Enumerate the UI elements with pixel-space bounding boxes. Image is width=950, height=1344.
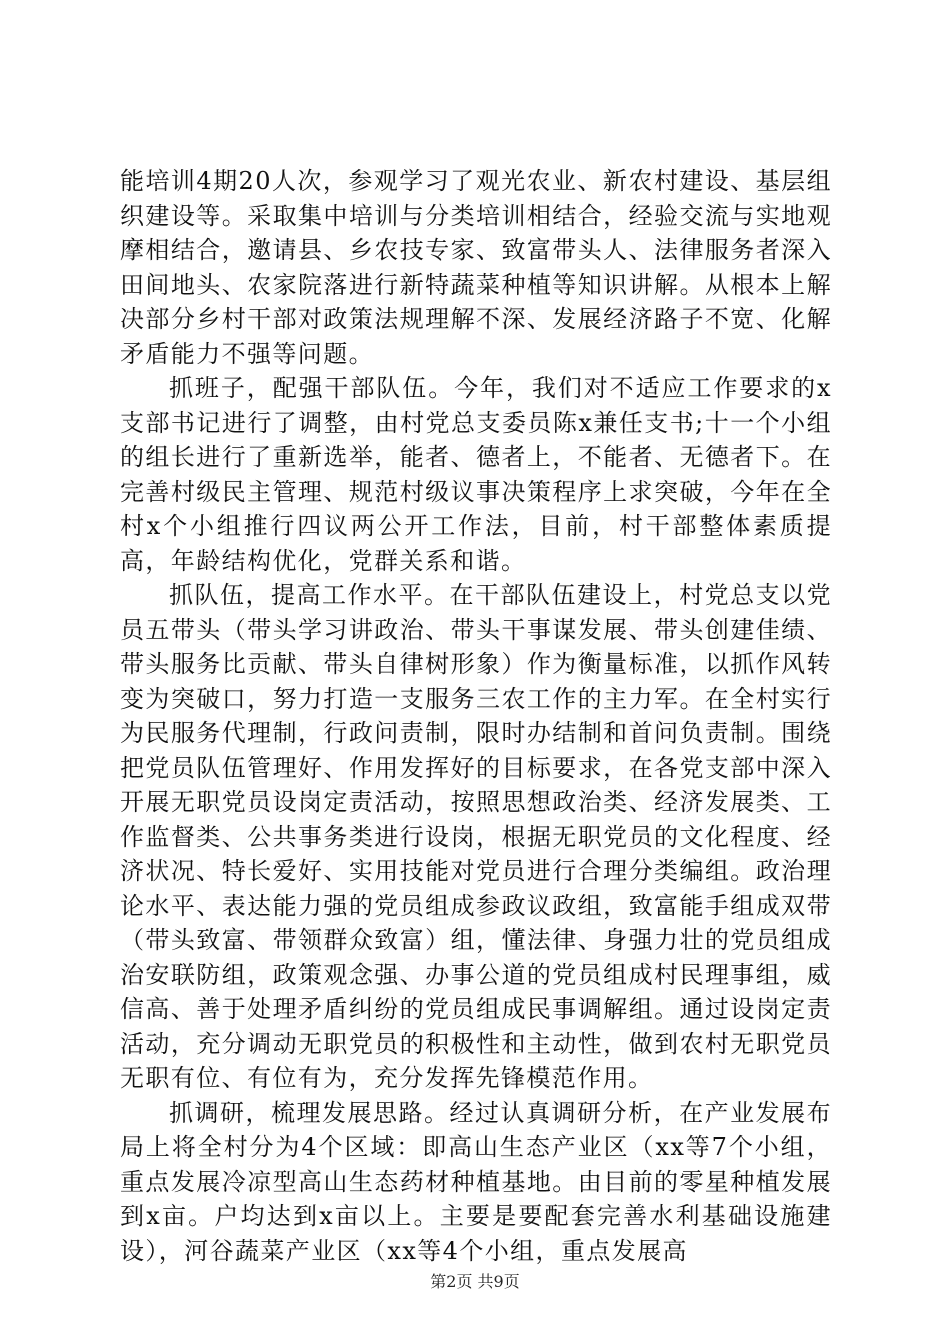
- paragraph-training: 能培训4期20人次，参观学习了观光农业、新农村建设、基层组织建设等。采取集中培训与分类培训相结合，经验交流与实地观摩相结合，邀请县、乡农技专家、致富带头人、法律服务者深入田间地头、农家院落进行新特蔬菜种植等知识讲解。从根本上解决部分乡村干部对政策法规理解不深、发展经济路子不宽、化解矛盾能力不强等问题。: [120, 167, 832, 368]
- page-footer: 第2页 共9页: [430, 1272, 520, 1291]
- document-body: [120, 164, 832, 1268]
- paragraph-cadre-team: 抓队伍，提高工作水平。在干部队伍建设上，村党总支以党员五带头（带头学习讲政治、带头干事谋发展、带头创建佳绩、带头服务比贡献、带头自律树形象）作为衡量标准，以抓作风转变为突破口，努力打造一支服务三农工作的主力军。在全村实行为民服务代理制，行政问责制，限时办结制和首问负责制。围绕把党员队伍管理好、作用发挥好的目标要求，在各党支部中深入开展无职党员设岗定责活动，按照思想政治类、经济发展类、工作监督类、公共事务类进行设岗，根据无职党员的文化程度、经济状况、特长爱好、实用技能对党员进行合理分类编组。政治理论水平、表达能力强的党员组成参政议政组，致富能手组成双带（带头致富、带领群众致富）组，懂法律、身强力壮的党员组成治安联防组，政策观念强、办事公道的党员组成村民理事组，威信高、善于处理矛盾纠纷的党员组成民事调解组。通过设岗定责活动，充分调动无职党员的积极性和主动性，做到农村无职党员无职有位、有位有为，充分发挥先锋模范作用。: [120, 581, 832, 1092]
- paragraph-research: 抓调研，梳理发展思路。经过认真调研分析，在产业发展布局上将全村分为4个区域：即高山生态产业区（xx等7个小组，重点发展冷凉型高山生态药材种植基地。由目前的零星种植发展到x亩。户均达到x亩以上。主要是要配套完善水利基础设施建设），河谷蔬菜产业区（xx等4个小组，重点发展高: [120, 1098, 832, 1265]
- paragraph-leadership-team: 抓班子，配强干部队伍。今年，我们对不适应工作要求的x支部书记进行了调整，由村党总支委员陈x兼任支书;十一个小组的组长进行了重新选举，能者、德者上，不能者、无德者下。在完善村级民主管理、规范村级议事决策程序上求突破，今年在全村x个小组推行四议两公开工作法，目前，村干部整体素质提高，年龄结构优化，党群关系和谐。: [120, 374, 832, 575]
